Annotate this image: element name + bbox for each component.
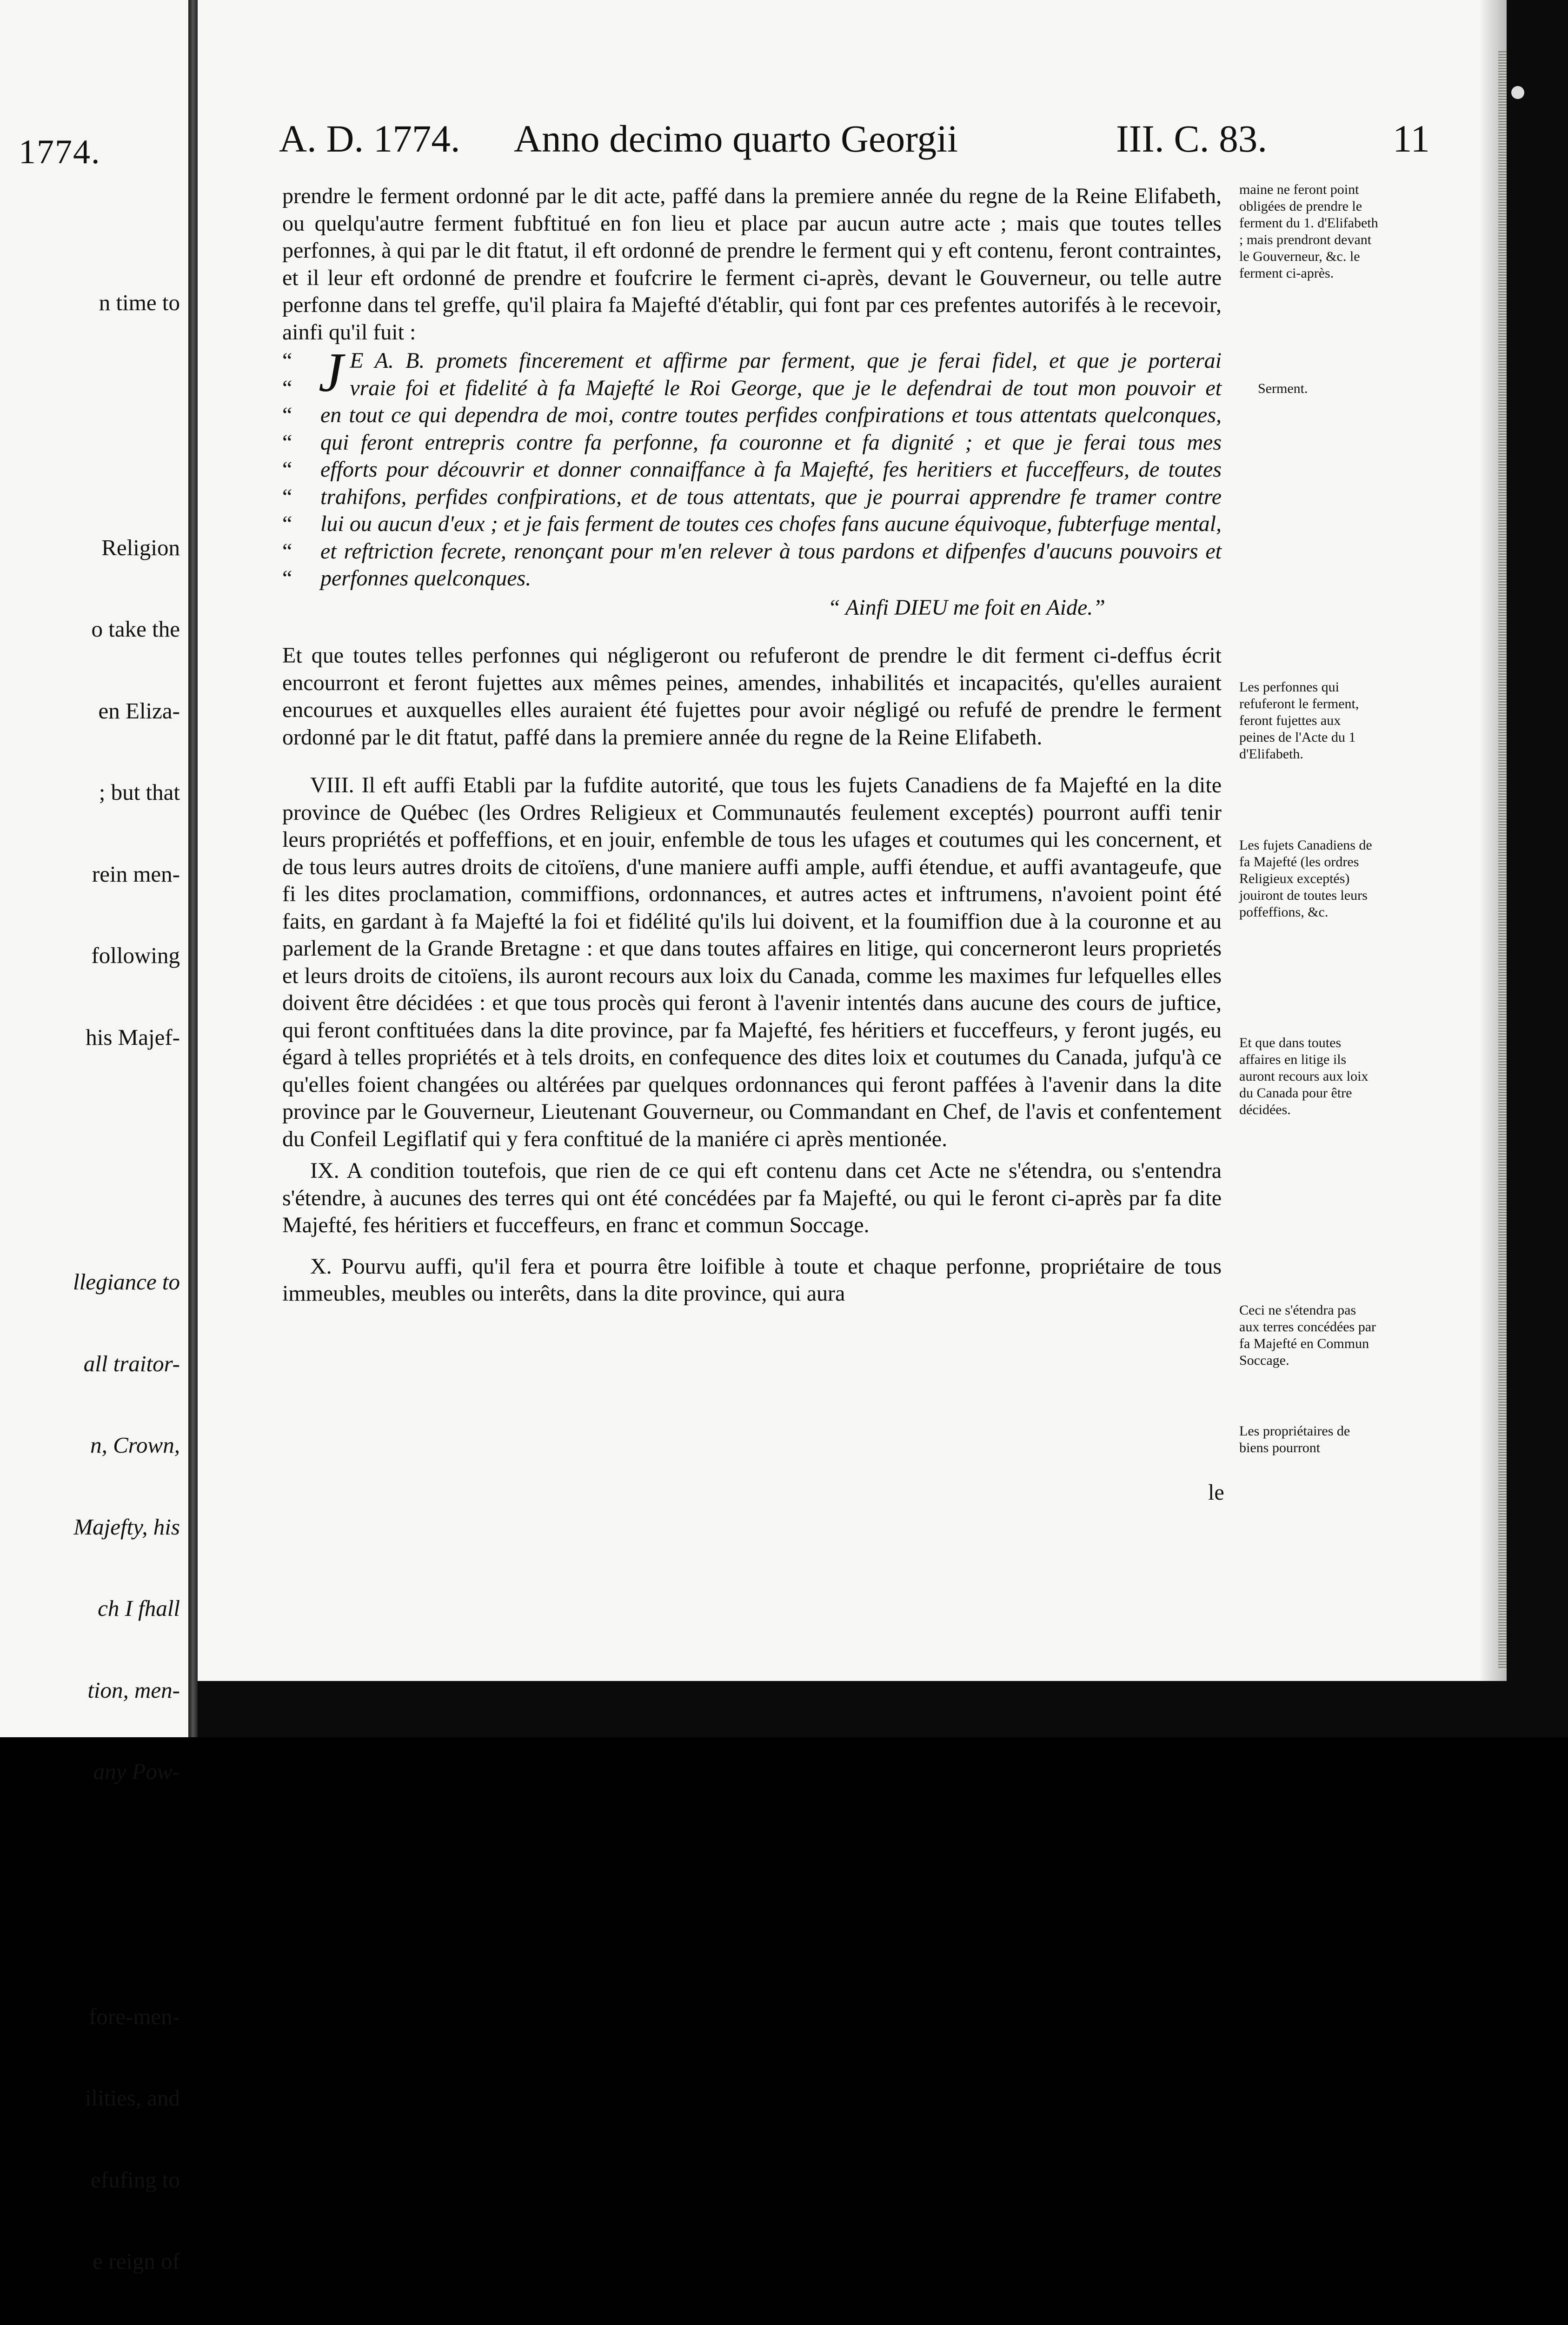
oath-dropcap: J — [319, 341, 344, 403]
oath-line: “ lui ou aucun d'eux ; et je fais ferment de toutes ces chofes fans aucune équivoque, fubterfuge mental, — [282, 512, 1222, 536]
oath-line: “ trahifons, perfides confpirations, et de tous attentats, que je pourrai apprendre fe tramer contre — [282, 484, 1222, 509]
running-header — [279, 116, 1430, 163]
margin-note-proprietors: Les propriétaires de biens pourront — [1239, 1423, 1350, 1455]
left-line: llegiance to — [73, 1269, 180, 1295]
oath-block — [282, 341, 1222, 621]
left-line: efufing to — [91, 2166, 180, 2192]
left-line: ch I fhall — [98, 1595, 180, 1621]
margin-note-refusal: Les perfonnes qui refuferont le ferment, feront fujettes aux peines de l'Acte du 1 d'Elifabeth. — [1239, 679, 1359, 762]
paragraph-opening: prendre le ferment ordonné par le dit acte, paffé dans la premiere année du regne de la Reine Elifabeth, ou quelqu'autre ferment fubftitué en fon lieu et place par aucun autre acte ; mais que toutes telles perfonnes, à qui par le dit ftatut, il eft ordonné de prendre le ferment qui y eft contenu, feront contraintes, et il leur eft ordonné de prendre et foufcrire le ferment ci-après, devant le Gouverneur, ou telle autre perfonne dans tel greffe, qu'il plaira fa Majefté d'établir, qui font par ces prefentes autorifés à le recevoir, ainfi qu'il fuit : — [282, 184, 1222, 345]
left-line: en Eliza- — [98, 698, 180, 724]
left-line: rein men- — [92, 861, 180, 887]
left-page-text — [73, 235, 180, 2325]
left-line — [73, 1187, 180, 1215]
paragraph-ix: IX. A condition toutefois, que rien de ce qui eft contenu dans cet Acte ne s'étendra, ou s'entendra s'étendre, à aucunes des terres qui ont été concédées par fa Majefté, ou qui le feront ci-après par fa dite Majefté, fes héritiers et fucceffeurs, en franc et commun Soccage. — [282, 1158, 1222, 1237]
left-line: Majefty, his — [73, 1514, 180, 1540]
margin-note-canadian-subjects: Les fujets Canadiens de fa Majefté (les ordres Religieux exceptés) jouiront de toutes leurs poffeffions, &c. — [1239, 837, 1372, 920]
oath-line: “ qui feront entrepris contre fa perfonne, fa couronne et fa dignité ; et que je ferai tous mes — [282, 430, 1222, 455]
header-title: Anno decimo quarto Georgii — [514, 117, 958, 160]
header-year: A. D. 1774. — [279, 117, 460, 160]
header-chapter: III. C. 83. — [1116, 117, 1268, 160]
left-line: any Pow- — [93, 1759, 180, 1784]
page-number: 11 — [1393, 117, 1430, 160]
paragraph-viii: VIII. Il eft auffi Etabli par la fufdite autorité, que tous les fujets Canadiens de fa Majefté en la dite province de Québec (les Ordres Religieux et Communautés feulement exceptés) pourront auffi tenir leurs propriétés et poffeffions, et en jouir, enfemble de tous les ufages et coutumes qui les concernent, et de tous leurs autres droits de citoïens, d'une maniere auffi ample, auffi étendue, et auffi avantageufe, que fi les dites proclamation, commiffions, ordonnances, et autres actes et inftrumens, n'avoient point été faits, en gardant à fa Majefté la foi et fidélité qu'ils lui doivent, et la foumiffion due à la couronne et au parlement de la Grande Bretagne : et que dans toutes affaires en litige, qui concerneront leurs proprietés et leurs droits de citoïens, ils auront recours aux loix du Canada, comme les maximes fur lefquelles elles doivent être décidées : et que tous procès qui feront à l'avenir intentés dans aucune des cours de juftice, qui feront conftituées dans la dite province, par fa Majefté, fes héritiers et fucceffeurs, y feront jugés, eu égard à telles propriétés et à tels droits, en confequence des dites loix et coutumes du Canada, jufqu'à ce qu'elles foient changées ou altérées par quelques ordonnances qui feront paffées à l'avenir dans la dite province par le Gouverneur, Lieutenant Gouverneur, ou Commandant en Chef, de l'avis et confentement du Confeil Legiflatif qui y fera conftitué de la maniére ci après mentionée. — [282, 773, 1222, 1151]
margin-note-serment: Serment. — [1258, 381, 1308, 396]
margin-note-oath-exemption: maine ne feront point obligées de prendre le ferment du 1. d'Elifabeth ; mais prendront devant le Gouverneur, &c. le ferment ci-après. — [1239, 182, 1378, 281]
left-line — [73, 1921, 180, 1949]
left-line: tion, men- — [87, 1677, 180, 1703]
body-text — [282, 183, 1222, 1308]
oath-line: “ perfonnes quelconques. — [282, 566, 532, 591]
paragraph-x: X. Pourvu auffi, qu'il fera et pourra être loifible à toute et chaque perfonne, propriétaire de tous immeubles, meubles ou interêts, dans la dite province, qui aura — [282, 1254, 1222, 1306]
left-line: Religion — [101, 534, 180, 560]
paragraph-penalties: Et que toutes telles perfonnes qui négligeront ou refuferont de prendre le dit ferment ci-deffus écrit encourront et feront fujettes aux mêmes peines, amendes, inhabilités et incapacités, qu'elles auraient encourues et auxquelles elles auraient été fujettes pour avoir négligé ou refufé de prendre le ferment ordonné par le dit ftatut, paffé dans la premiere année du regne de la Reine Elifabeth. — [282, 643, 1222, 750]
left-line — [73, 1105, 180, 1133]
left-line — [73, 371, 180, 399]
oath-line: “ efforts pour découvrir et donner connaiffance à fa Majefté, fes heritiers et fucceffeurs, de toutes — [282, 457, 1222, 482]
left-line: his Majef- — [86, 1024, 180, 1050]
left-page-year: 1774. — [19, 133, 101, 171]
left-line: following — [91, 943, 180, 968]
page-edge-strip — [1498, 51, 1508, 1669]
left-line: n, Crown, — [90, 1432, 180, 1458]
left-line: e reign of — [93, 2248, 180, 2274]
book-gutter — [188, 0, 198, 1737]
oath-line: “ vraie foi et fidelité à fa Majefté le Roi George, que je le defendrai de tout mon pouvoir et — [282, 375, 1222, 400]
oath-line: “ en tout ce qui dependra de moi, contre toutes perfides confpirations et tous attentats quelconques, — [282, 403, 1222, 427]
margin-note-canada-laws: Et que dans toutes affaires en litige ils auront recours aux loix du Canada pour être décidées. — [1239, 1035, 1369, 1117]
left-line — [73, 1840, 180, 1867]
scan-mark — [1511, 86, 1524, 99]
left-line: o take the — [91, 616, 180, 642]
left-line: all traitor- — [83, 1350, 180, 1376]
left-facing-page — [0, 0, 188, 2274]
left-line — [73, 452, 180, 480]
left-line: ilities, and — [85, 2085, 180, 2111]
oath-line: “ et reftriction fecrete, renonçant pour m'en relever à tous pardons et difpenfes d'aucuns pouvoirs et — [282, 538, 1222, 564]
left-line: ; but that — [99, 779, 180, 805]
margin-note-soccage: Ceci ne s'étendra pas aux terres concédées par fa Majefté en Commun Soccage. — [1239, 1302, 1376, 1368]
main-page — [198, 0, 1507, 1737]
catchword: le — [1208, 1480, 1224, 1505]
oath-closing: “ Ainfi DIEU me foit en Aide.” — [828, 595, 1105, 620]
scan-border-bottom — [198, 1681, 1507, 1737]
oath-line: “ J E A. B. promets fincerement et affirme par ferment, que je ferai fidel, et que je porterai — [282, 341, 1222, 403]
left-line: fore-men- — [89, 2003, 180, 2029]
left-line: n time to — [99, 290, 180, 315]
scan-border-right — [1507, 0, 1568, 1737]
